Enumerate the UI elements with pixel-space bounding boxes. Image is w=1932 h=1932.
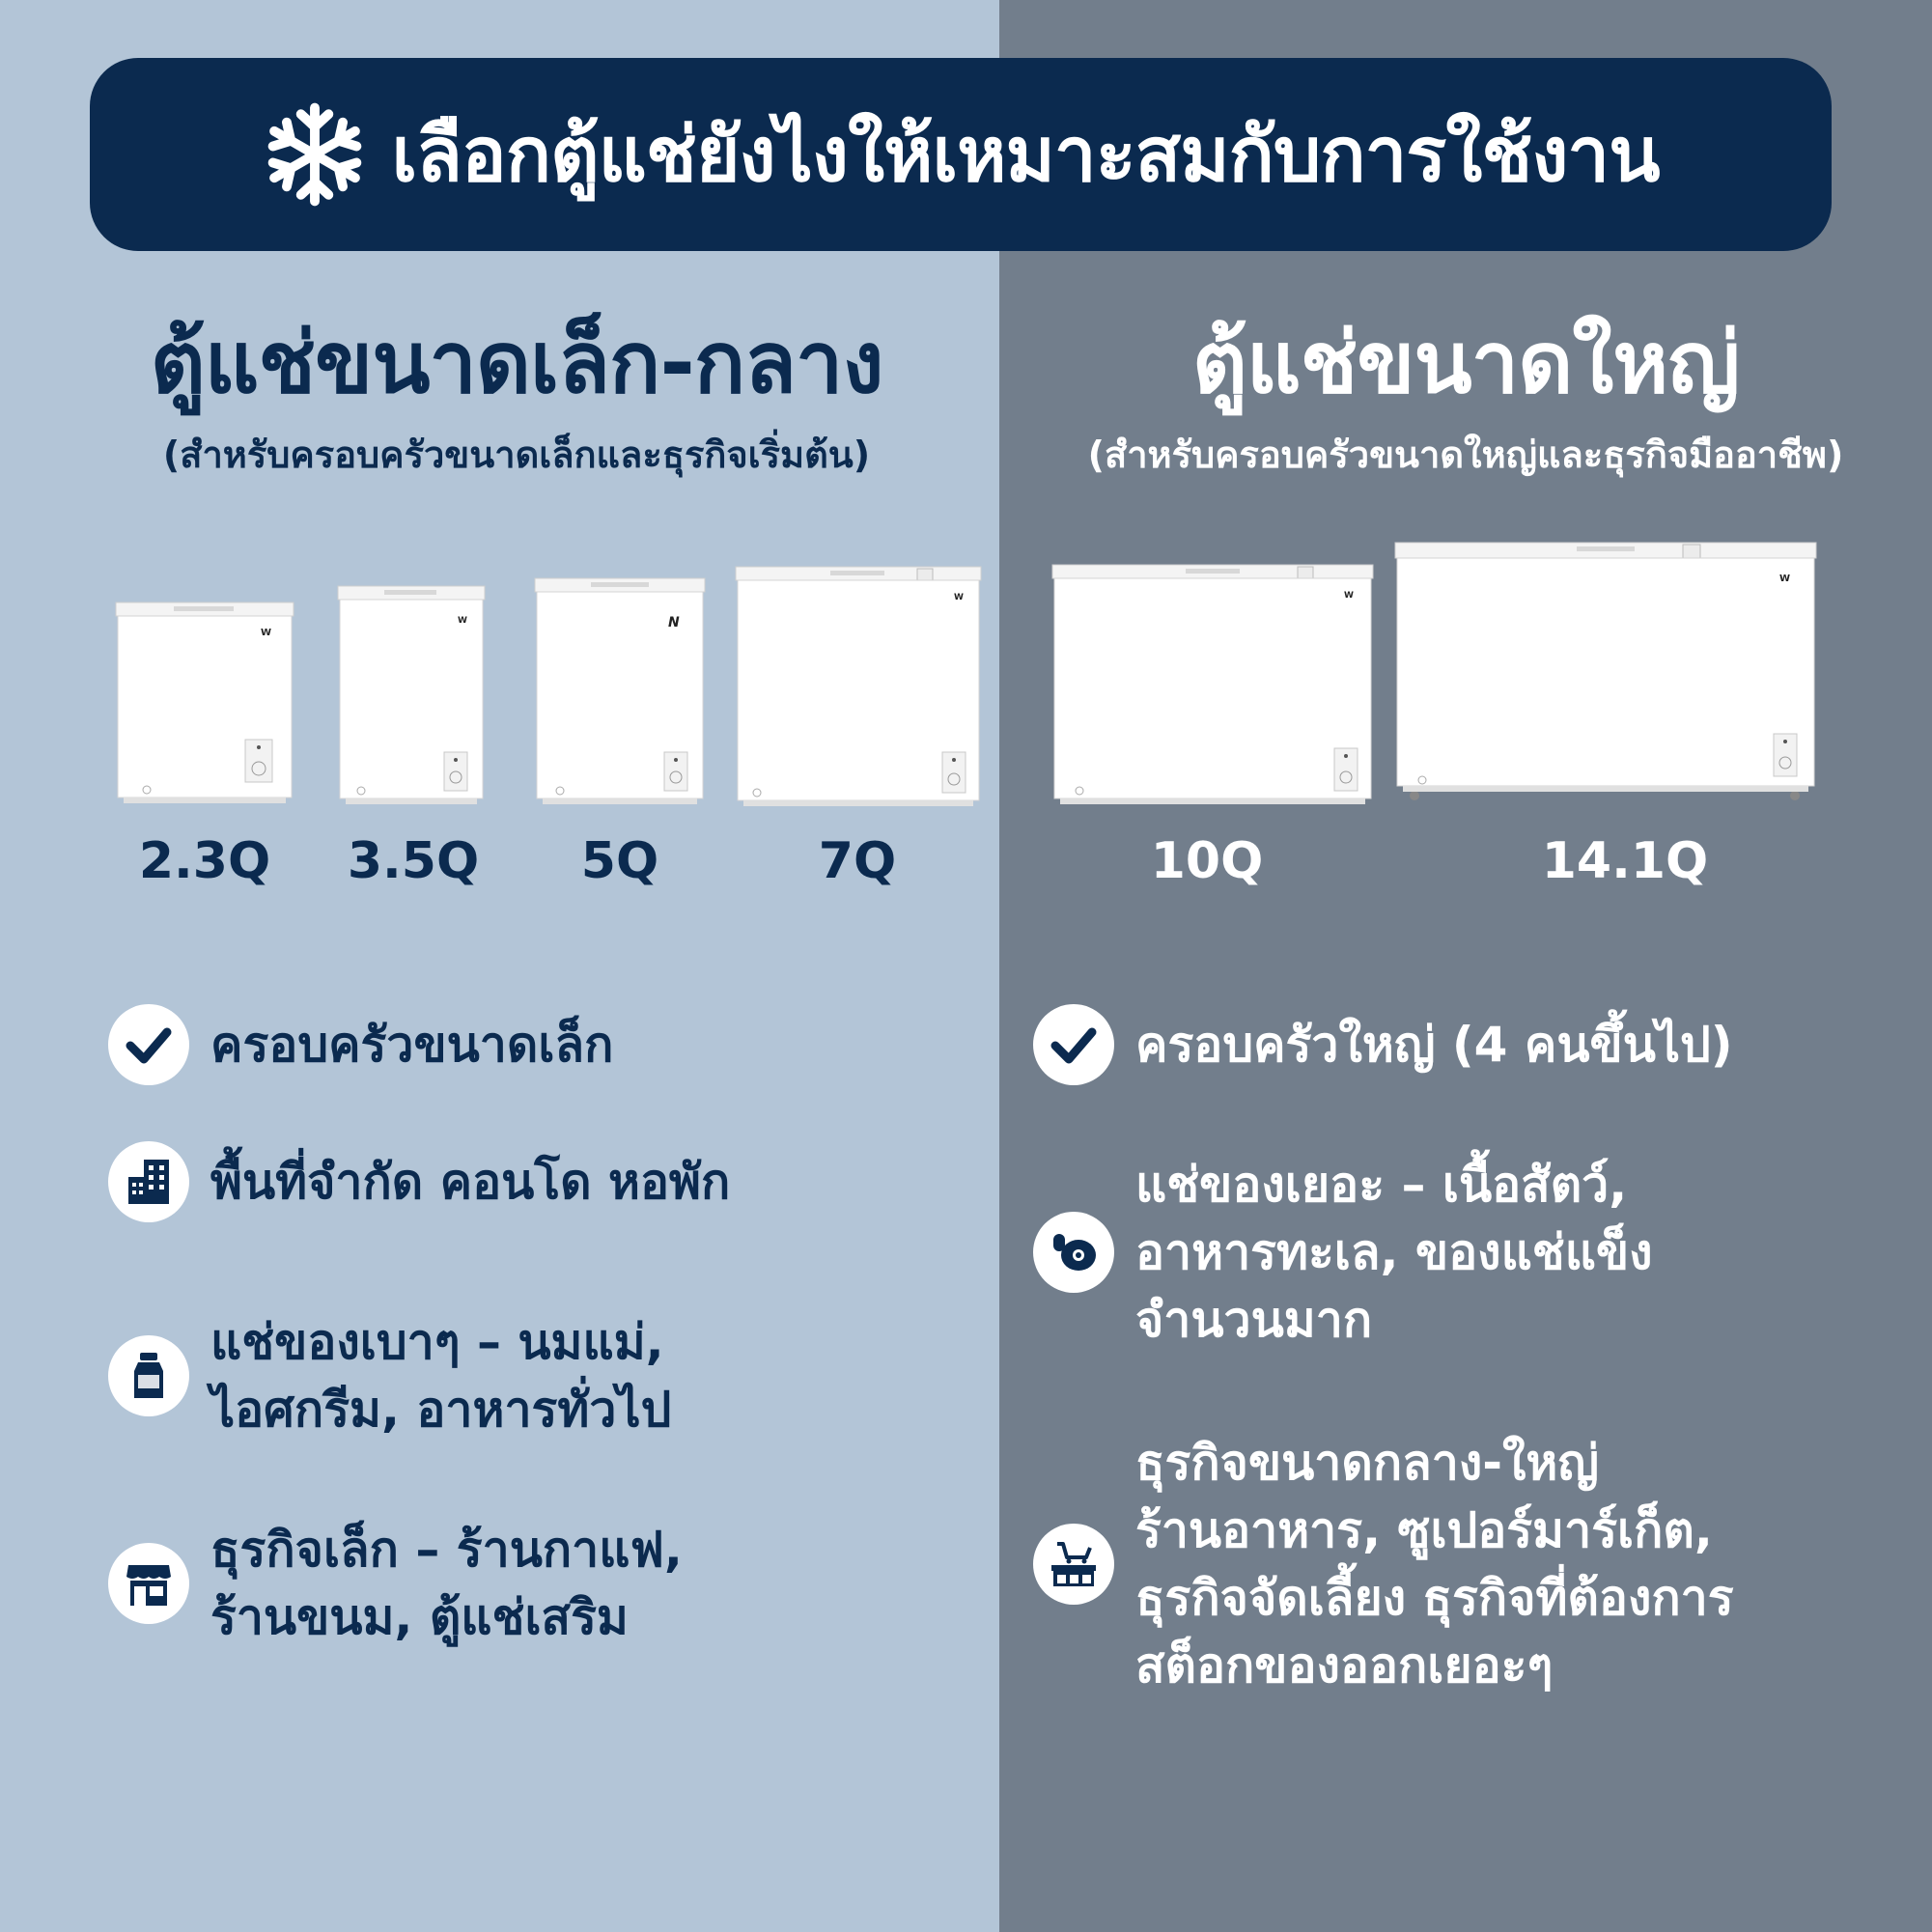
freezer-image-14-1q xyxy=(1393,541,1818,803)
feature-text: แช่ของเบาๆ – นมแม่, ไอศกรีม, อาหารทั่วไป xyxy=(210,1314,672,1438)
left-heading: ตู้แช่ขนาดเล็ก-กลาง xyxy=(150,313,883,412)
freezer-brand-logo: W xyxy=(954,593,964,602)
building-icon xyxy=(108,1141,189,1222)
supermarket-icon xyxy=(1033,1524,1114,1605)
feature-bulk-storage xyxy=(1033,1151,1653,1354)
freezer-brand-logo: N xyxy=(668,615,680,630)
feature-light-storage xyxy=(108,1308,671,1443)
milk-bottle-icon xyxy=(108,1335,189,1416)
capacity-label-2-3q: 2.3Q xyxy=(138,832,271,890)
freezer-brand-logo: W xyxy=(458,616,467,626)
title-banner xyxy=(90,58,1832,251)
feature-small-family xyxy=(108,1004,613,1085)
freezer-image-3-5q xyxy=(336,584,487,806)
feature-text: พื้นที่จำกัด คอนโด หอพัก xyxy=(210,1154,731,1210)
page-title: เลือกตู้แช่ยังไงให้เหมาะสมกับการใช้งาน xyxy=(391,112,1660,199)
storefront-icon xyxy=(108,1543,189,1624)
feature-small-business xyxy=(108,1516,683,1651)
feature-text: ครอบครัวใหญ่ (4 คนขึ้นไป) xyxy=(1135,1017,1733,1073)
check-icon xyxy=(1033,1004,1114,1085)
capacity-label-7q: 7Q xyxy=(818,832,897,890)
snowflake-icon xyxy=(262,101,368,208)
freezer-brand-logo: W xyxy=(261,628,272,638)
freezer-image-5q xyxy=(533,576,707,806)
capacity-label-5q: 5Q xyxy=(580,832,659,890)
check-icon xyxy=(108,1004,189,1085)
feature-text: ธุรกิจเล็ก – ร้านกาแฟ, ร้านขนม, ตู้แช่เสริม xyxy=(210,1522,683,1645)
feature-text: ครอบครัวขนาดเล็ก xyxy=(210,1017,614,1073)
feature-limited-space xyxy=(108,1141,730,1222)
feature-text: แช่ของเยอะ – เนื้อสัตว์, อาหารทะเล, ของแช่แข็ง จำนวนมาก xyxy=(1135,1157,1653,1348)
feature-large-family xyxy=(1033,1004,1733,1085)
freezer-image-10q xyxy=(1050,563,1375,806)
right-heading: ตู้แช่ขนาดใหญ่ xyxy=(1191,313,1740,412)
capacity-label-10q: 10Q xyxy=(1150,832,1264,890)
freezer-image-2-3q xyxy=(114,601,295,805)
left-subheading: (สำหรับครอบครัวขนาดเล็กและธุรกิจเริ่มต้น) xyxy=(162,434,871,476)
capacity-label-3-5q: 3.5Q xyxy=(347,832,480,890)
freezer-brand-logo: W xyxy=(1344,591,1354,601)
right-subheading: (สำหรับครอบครัวขนาดใหญ่และธุรกิจมืออาชีพ) xyxy=(1087,434,1844,476)
freezer-image-7q xyxy=(734,565,983,808)
meat-icon xyxy=(1033,1212,1114,1293)
freezer-brand-logo: W xyxy=(1779,574,1791,584)
capacity-label-14-1q: 14.1Q xyxy=(1541,832,1709,890)
feature-text: ธุรกิจขนาดกลาง-ใหญ่ ร้านอาหาร, ซูเปอร์มาร์เก็ต, ธุรกิจจัดเลี้ยง ธุรกิจที่ต้องการ สต็อกของออกเยอะๆ xyxy=(1135,1435,1734,1694)
feature-large-business xyxy=(1033,1429,1734,1699)
